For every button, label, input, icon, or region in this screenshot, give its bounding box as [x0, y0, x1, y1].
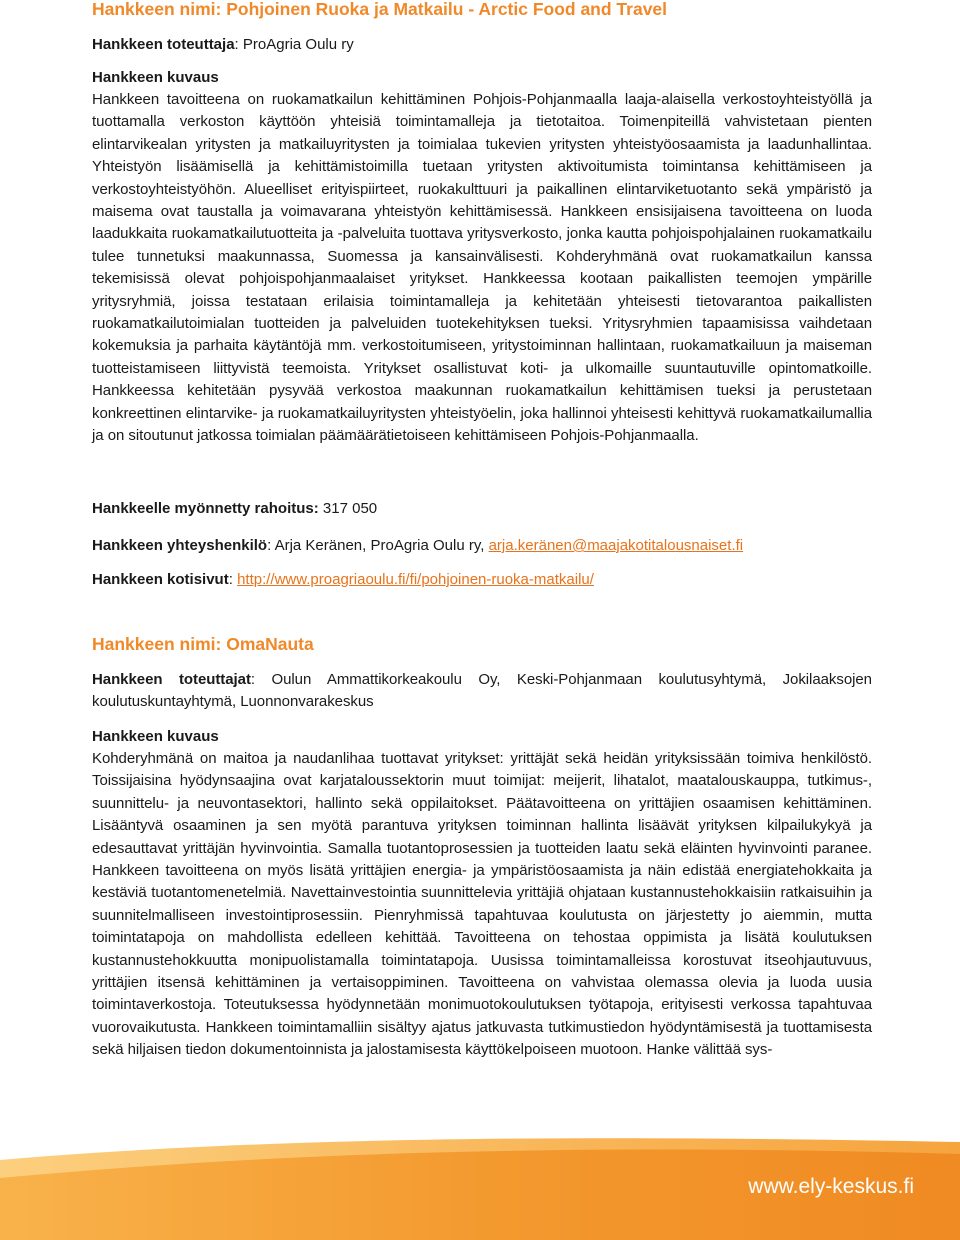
project2-implementers: [92, 669, 872, 714]
project2-title: Hankkeen nimi: OmaNauta: [92, 634, 314, 654]
project1-description: Hankkeen tavoitteena on ruokamatkailun kehittäminen Pohjois-Pohjanmaalla laaja-alaisella verkostoyhteistyöllä ja tuottamalla verkoston käyttöön yhteisiä toimintamalleja ja tietotaitoa. Toimenpiteillä vahvistetaan pienten elintarvikealan yritysten ja matkailuyritysten ja toimialaa tukevien yritysten yhteistyöosaamista ja laadunhallintaa. Yhteistyön lisäämisellä ja kehittämistoimilla tuetaan yritysten aktivoitumista toimintansa kehittämiseen ja verkostoyhteistyöhön. Alueelliset erityispiirteet, ruokakulttuuri ja paikallinen elintarviketuotanto sekä ympäristö ja maisema ovat taustalla ja voimavarana yhteistyön kehittämisessä. Hankkeen ensisijaisena tavoitteena on luoda laadukkaita ruokamatkailutuotteita ja -palveluita tuottava yritysverkosto, jonka kautta pohjoispohjalainen ruokamatkailu tulee tunnetuksi maakunnassa, Suomessa ja kansainvälisesti. Kohderyhmänä ovat ruokamatkailun kanssa tekemisissä olevat pohjoispohjanmaalaiset yritykset. Hankkeessa kootaan paikallisten teemojen ympärille yritysryhmiä, joissa testataan erilaisia toimintamalleja ja kehitetään yhteisesti tietovarantoa paikallisten ruokamatkailutoimialan tuotteiden ja palveluiden tuotekehityksen tueksi. Yritysryhmien tapaamisissa vaihdetaan kokemuksia ja parhaita käytäntöjä mm. verkostoitumiseen, yritystoiminnan hallintaan, ruokamatkailuun ja maiseman tuotteistamiseen liittyvistä teemoista. Yritykset osallistuvat koti- ja ulkomaille suuntautuville opintomatkoille. Hankkeessa kehitetään pysyvää verkostoa maakunnan ruokamatkailun kehittämisen tueksi ja perustetaan konkreettinen elintarvike- ja ruokamatkailuyritysten yhteistyöelin, joka hallinnoi yhteisesti kehittyvä ruokamatkailumallia ja on sitoutunut jatkossa toimialan päämäärätietoiseen kehittämiseen Pohjois-Pohjanmaalla.: [92, 91, 872, 445]
project1-funding: [92, 498, 377, 520]
footer-banner: [0, 1120, 960, 1240]
homepage-label: Hankkeen kotisivut: [92, 571, 229, 588]
project1-homepage: [92, 569, 594, 591]
contact-label: Hankkeen yhteyshenkilö: [92, 537, 268, 554]
funding-value: 317 050: [318, 500, 378, 517]
homepage-link[interactable]: http://www.proagriaoulu.fi/fi/pohjoinen-ruoka-matkailu/: [237, 571, 594, 588]
project1-description-heading: Hankkeen kuvaus: [92, 69, 219, 86]
project2-description-heading: Hankkeen kuvaus: [92, 728, 219, 745]
funding-label: Hankkeelle myönnetty rahoitus:: [92, 500, 319, 517]
footer-url[interactable]: www.ely-keskus.fi: [748, 1175, 914, 1198]
project2-description: Kohderyhmänä on maitoa ja naudanlihaa tuottavat yritykset: yrittäjät sekä heidän yrityksissään toimiva henkilöstö. Toissijaisina hyödynsaajina ovat karjataloussektorin muut toimijat: meijerit, lihatalot, maatalouskauppa, tutkimus-, suunnittelu- ja neuvontasektori, hallinto sekä oppilaitokset. Päätavoitteena on yrittäjien osaamisen kehittäminen. Lisääntyvä osaaminen ja sen myötä parantuva yrityksen toiminnan hallinta lisäävät yrityksen kilpailukykyä ja edesauttavat yrittäjän hyvinvointia. Samalla tuotantoprosessien ja tuotteiden laatu sekä eläinten hyvinvointi paranee. Hankkeen tavoitteena on myös lisätä yrittäjien energia- ja ympäristöosaamista ja näin edistää energiatehokkaita ja kestäviä tuotantomenetelmiä. Navettainvestointia suunnittelevia yrittäjiä ohjataan kustannustehokkaisiin ratkaisuihin ja suunnitelmalliseen investointiprosessiin. Pienryhmissä tapahtuvaa koulutusta on järjestetty jo aiemmin, mutta toimintatapoja on mahdollista edelleen kehittää. Tavoitteena on tehostaa oppimista ja lisätä koulutuksen kustannustehokkuutta monipuolistamalla toimintatapoja. Uusissa toimintamalleissa korostuvat itseohjautuvuus, yrittäjien itsensä kehittäminen ja vertaisoppiminen. Tavoitteena on vahvistaa olemassa olevia ja luoda uusia toimintaverkostoja. Toteutuksessa hyödynnetään monimuotokoulutuksen työtapoja, erityisesti verkossa tapahtuvaa vuorovaikutusta. Hankkeen toimintamalliin sisältyy ajatus jatkuvasta tutkimustiedon hyödyntämisestä ja tuottamisesta sekä hiljaisen tiedon dokumentoinnista ja jalostamisesta käyttökelpoiseen muotoon. Hanke välittää sys-: [92, 750, 872, 1059]
project1-implementer: [92, 34, 354, 56]
homepage-sep: :: [228, 571, 238, 588]
implementer-label: Hankkeen toteuttaja: [92, 36, 235, 53]
implementer-value: : ProAgria Oulu ry: [234, 36, 354, 53]
contact-email-link[interactable]: arja.keränen@maajakotitalousnaiset.fi: [488, 537, 744, 554]
project1-title: Hankkeen nimi: Pohjoinen Ruoka ja Matkailu - Arctic Food and Travel: [92, 0, 668, 19]
contact-value: : Arja Keränen, ProAgria Oulu ry,: [267, 537, 489, 554]
implementers-value: : Oulun Ammattikorkeakoulu Oy, Keski-Pohjanmaan koulutusyhtymä, Jokilaaksojen koulutuskuntayhtymä, Luonnonvarakeskus: [92, 671, 872, 711]
implementers-label: Hankkeen toteuttajat: [92, 671, 251, 688]
project1-contact: [92, 535, 743, 557]
